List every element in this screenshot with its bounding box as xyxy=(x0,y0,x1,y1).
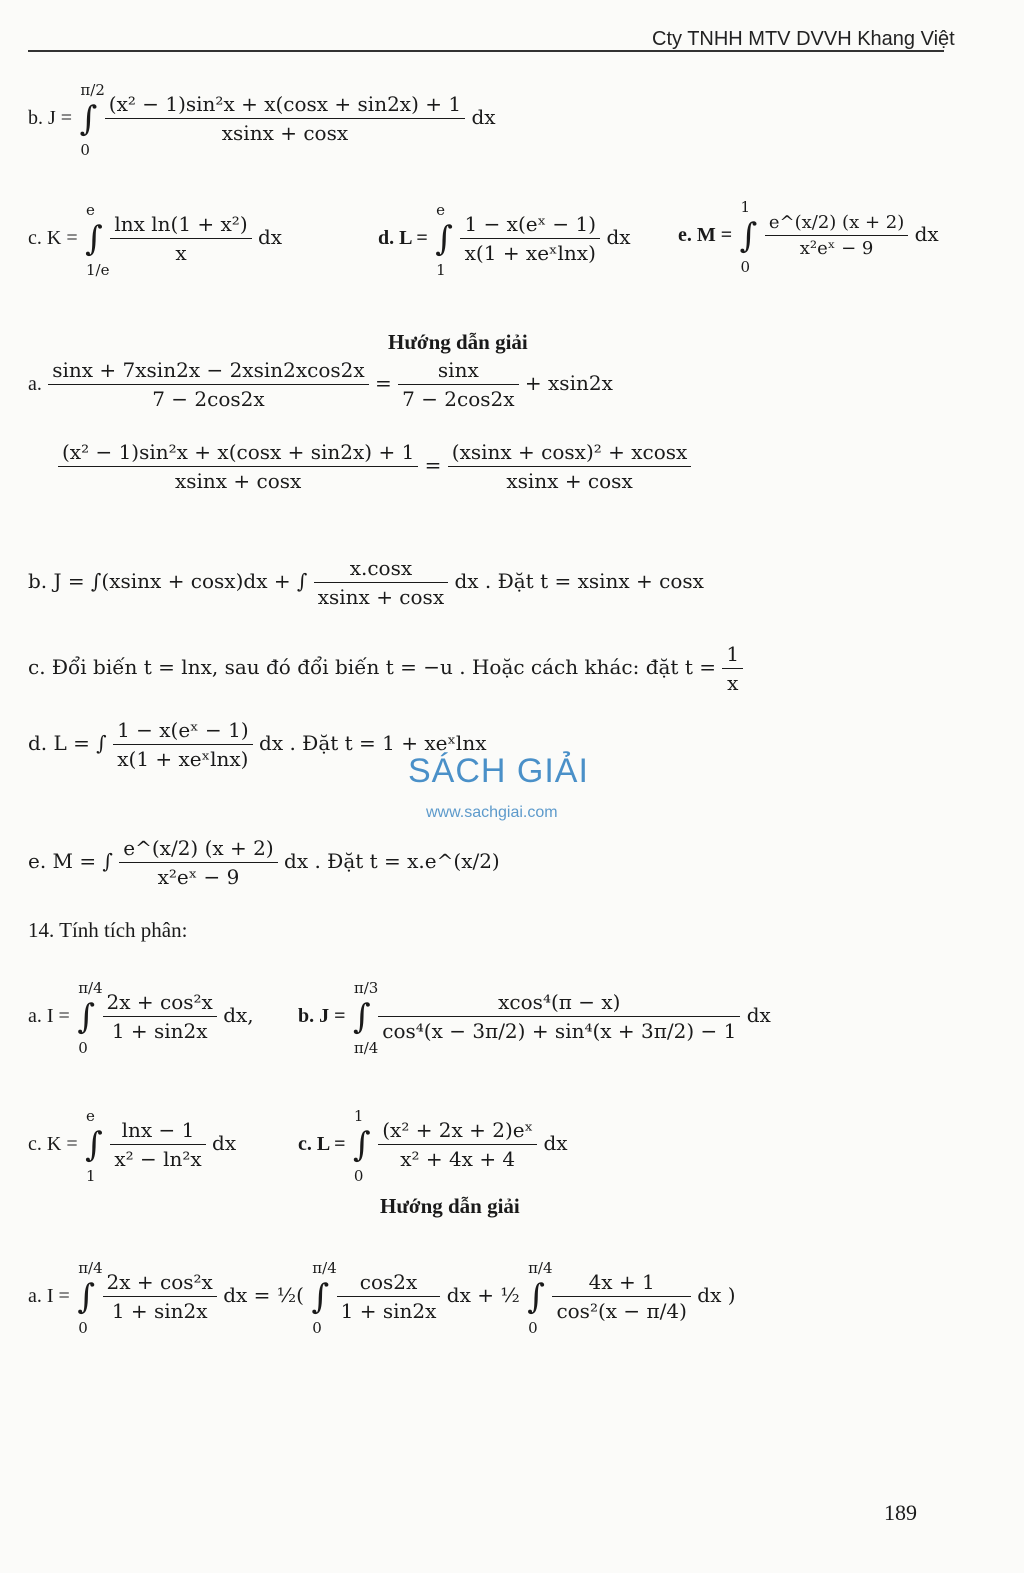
problem-14c-k: c. K = ∫ e 1 $\frac{\ln x - 1}{\text{x² − ln²x}}$ dx xyxy=(28,1106,237,1185)
problem-14-title: 14. Tính tích phân: xyxy=(28,918,188,942)
header-rule xyxy=(28,50,944,52)
label-b: b. J = xyxy=(28,107,73,129)
problem-b-j: b. J = ∫ π/2 0 $\frac{\text{(x² − 1)sin²x + x(cosx + sin2x) + 1}}{xsinx + \cos x}$ dx xyxy=(28,80,496,159)
solution-a: a. $\frac{\sin x + 7xsin2x - 2xsin2xcos2x}{7 - 2\cos 2x}$ = $\frac{\sin x}{7 - 2\cos 2x}$ + xsin2x xyxy=(28,358,613,411)
integral-sign: ∫ e 1/e xyxy=(85,200,110,279)
integral-sign: ∫ π/3 π/4 xyxy=(353,978,379,1057)
problem-14a: a. I = ∫ π/4 0 $\frac{\text{2x + cos²x}}{1 + \sin 2x}$ dx, xyxy=(28,978,254,1057)
solution-heading-2: Hướng dẫn giải xyxy=(380,1194,520,1218)
watermark xyxy=(408,752,589,821)
integral-sign: ∫ e 1 xyxy=(85,1106,103,1185)
problem-e-m: e. M = ∫ 1 0 $\frac{e\^{}(x/2) (x + 2)}{\text{x²eˣ − 9}}$ dx xyxy=(678,197,939,276)
integral-sign: ∫ π/4 0 xyxy=(77,1258,103,1337)
solution-heading: Hướng dẫn giải xyxy=(388,330,528,354)
solution-b-rewrite: $\frac{\text{(x² − 1)sin²x + x(cosx + sin2x) + 1}}{xsinx + \cos x}$ = $\frac{\text{(xsinx + cosx)² + xcosx}}{xsinx + \cos x}$ xyxy=(58,440,691,493)
solution-14a: a. I = ∫ π/4 0 $\frac{\text{2x + cos²x}}{1 + \sin 2x}$ dx = ½( ∫ π/4 0 $\frac{\cos 2x}{1 + \sin 2x}$ dx + ½ ∫ π/4 0 $\frac{4x + 1}{\text{cos²(x − π/4)}}$ dx ) xyxy=(28,1258,736,1337)
watermark-logo: SÁCH GIẢI xyxy=(408,752,589,790)
watermark-url: www.sachgiai.com xyxy=(426,804,558,821)
solution-b: b. J = ∫(xsinx + cosx)dx + ∫ $\frac{x.\cos x}{xsinx + \cos x}$ dx . Đặt t = xsinx + cosx xyxy=(28,556,704,609)
solution-d: d. L = ∫ $\frac{\text{1 − x(eˣ − 1)}}{\text{x(1 + xeˣlnx)}}$ dx . Đặt t = 1 + xeˣlnx xyxy=(28,718,487,771)
page-number: 189 xyxy=(884,1500,917,1525)
integral-sign: ∫ 1 0 xyxy=(353,1106,371,1185)
problem-14b: b. J = ∫ π/3 π/4 $\frac{\text{xcos⁴(π − x)}}{\text{cos⁴(x − 3π/2) + sin⁴(x + 3π/2) − 1}}$ dx xyxy=(298,978,771,1057)
problem-c-k: c. K = ∫ e 1/e $\frac{\text{lnx ln(1 + x²)}}{x}$ dx xyxy=(28,200,283,279)
fraction: $\frac{\text{(x² − 1)sin²x + x(cosx + sin2x) + 1}}{xsinx + \cos x}$ xyxy=(105,92,465,145)
integral-sign: ∫ π/4 0 xyxy=(311,1258,337,1337)
problem-14c-l: c. L = ∫ 1 0 $\frac{\text{(x² + 2x + 2)eˣ}}{\text{x² + 4x + 4}}$ dx xyxy=(298,1106,568,1185)
problem-d-l: d. L = ∫ e 1 $\frac{\text{1 − x(eˣ − 1)}}{\text{x(1 + xeˣlnx)}}$ dx xyxy=(378,200,631,279)
integral-sign: ∫ 1 0 xyxy=(739,197,758,276)
solution-c: c. Đổi biến t = lnx, sau đó đổi biến t = −u . Hoặc cách khác: đặt t = $\frac{1}{x}$ xyxy=(28,642,743,695)
solution-e: e. M = ∫ $\frac{e\^{}(x/2) (x + 2)}{\text{x²eˣ − 9}}$ dx . Đặt t = x.e^(x/2) xyxy=(28,836,500,889)
integral-sign: ∫ e 1 xyxy=(435,200,453,279)
integral-sign: ∫ π/2 0 xyxy=(79,80,105,159)
running-header: Cty TNHH MTV DVVH Khang Việt xyxy=(652,28,955,50)
integral-sign: ∫ π/4 0 xyxy=(527,1258,553,1337)
integral-sign: ∫ π/4 0 xyxy=(77,978,103,1057)
